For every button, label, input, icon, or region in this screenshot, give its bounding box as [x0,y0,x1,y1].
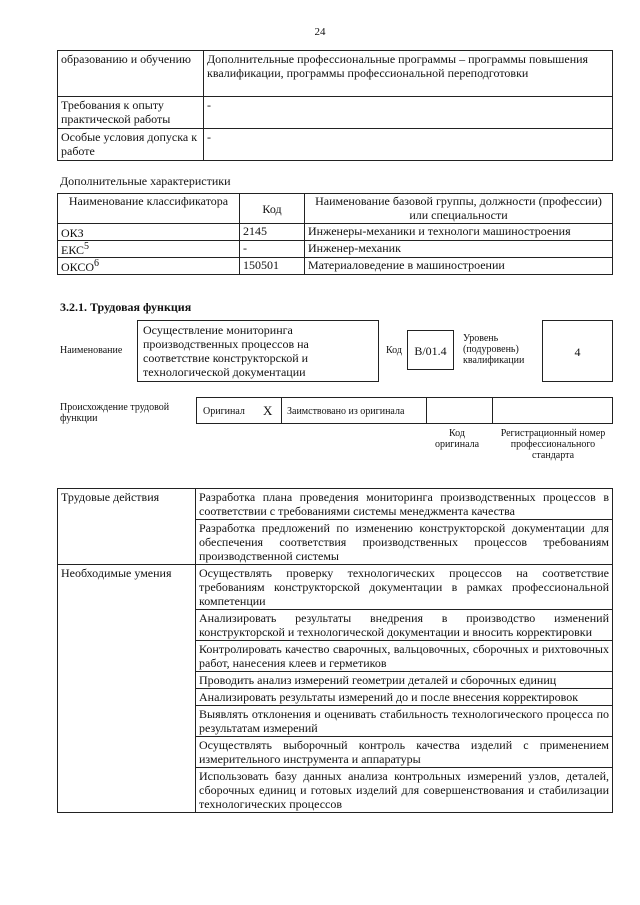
page-number: 24 [314,26,326,38]
classifier-name: ОКЗ [58,224,240,241]
header-classifier: Наименование классификатора [58,194,240,224]
origin-divider [426,398,427,423]
classifier-desc: Инженер-механик [305,241,613,258]
classifier-name: ОКСО$^6$ [58,258,240,275]
function-code: B/01.4 [414,344,447,358]
list-item: Контролировать качество сварочных, вальцовочных, сборочных и рихтовочных работ, нанесения клеев и герметиков [196,640,612,671]
borrowed-label: Заимствовано из оригинала [287,406,405,417]
list-item: Использовать базу данных анализа контрольных измерений узлов, деталей, сборочных единиц и готовых изделий для совершенствования и стабилизации технологических процессов [196,767,612,812]
list-item: Анализировать результаты внедрения в производство изменений конструкторской и технологической документации и вносить корректировки [196,609,612,640]
function-name-box [137,320,379,382]
table-row [58,241,613,258]
origin-label: Происхождение трудовой функции [60,402,170,424]
origin-divider [281,398,282,423]
row-value: - [204,97,613,129]
original-label: Оригинал [203,406,245,417]
header-code: Код [240,194,305,224]
table-row [58,258,613,275]
row-label: Требования к опыту практической работы [58,97,204,129]
function-code-box [407,330,454,370]
extra-characteristics-table [57,193,613,275]
row-value: - [204,129,613,161]
list-item: Разработка плана проведения мониторинга производственных процессов в соответствии с требованиями системы менеджмента качества [199,490,609,518]
table-row [58,51,613,97]
extra-characteristics-caption: Дополнительные характеристики [60,174,231,188]
row-items [196,489,613,565]
list-item: Осуществлять проверку технологических процессов на соответствие требованиям конструкторской документации в рамках профессиональной компетенции [199,566,609,608]
row-label: Трудовые действия [58,489,196,565]
name-label: Наименование [60,345,123,356]
original-mark: X [263,403,273,418]
table-header-row [58,194,613,224]
row-items [196,565,613,813]
row-label: образованию и обучению [58,51,204,97]
list-item: Осуществлять выборочный контроль качества изделий с применением измерительного инструмента и аппаратуры [196,736,612,767]
table-row [58,224,613,241]
list-item: Анализировать результаты измерений до и после внесения корректировок [196,688,612,705]
section-title: 3.2.1. Трудовая функция [60,300,192,314]
row-label: Необходимые умения [58,565,196,813]
classifier-desc: Инженеры-механики и технологи машиностроения [305,224,613,241]
list-item: Проводить анализ измерений геометрии деталей и сборочных единиц [196,671,612,688]
list-item: Выявлять отклонения и оценивать стабильность технологического процесса по результатам измерений [196,705,612,736]
table-row [58,97,613,129]
classifier-code: 2145 [240,224,305,241]
level-label: Уровень (подуровень) квалификации [463,333,525,366]
header-group: Наименование базовой группы, должности (профессии) или специальности [305,194,613,224]
classifier-code: - [240,241,305,258]
qualification-requirements-table [57,50,613,161]
table-row [58,129,613,161]
classifier-name: ЕКС$^5$ [58,241,240,258]
classifier-code: 150501 [240,258,305,275]
reg-number-caption: Регистрационный номер профессионального стандарта [500,428,606,461]
table-row [58,565,613,813]
classifier-desc: Материаловедение в машиностроении [305,258,613,275]
origin-divider [492,398,493,423]
code-original-caption: Код оригинала [434,428,480,450]
level-box [542,320,613,382]
table-row [58,489,613,565]
row-value: Дополнительные профессиональные программы – программы повышения квалификации, программы профессиональной переподготовки [204,51,613,97]
level-value: 4 [574,345,581,359]
code-label: Код [386,345,402,356]
function-name: Осуществление мониторинга производственных процессов на соответствие конструкторской и технологической документации [143,323,309,379]
labor-functions-table [57,488,613,813]
origin-row [196,397,613,424]
row-label: Особые условия допуска к работе [58,129,204,161]
list-item: Разработка предложений по изменению конструкторской документации для обеспечения соответствия производственных процессов требованиям производственной системы [196,519,612,564]
